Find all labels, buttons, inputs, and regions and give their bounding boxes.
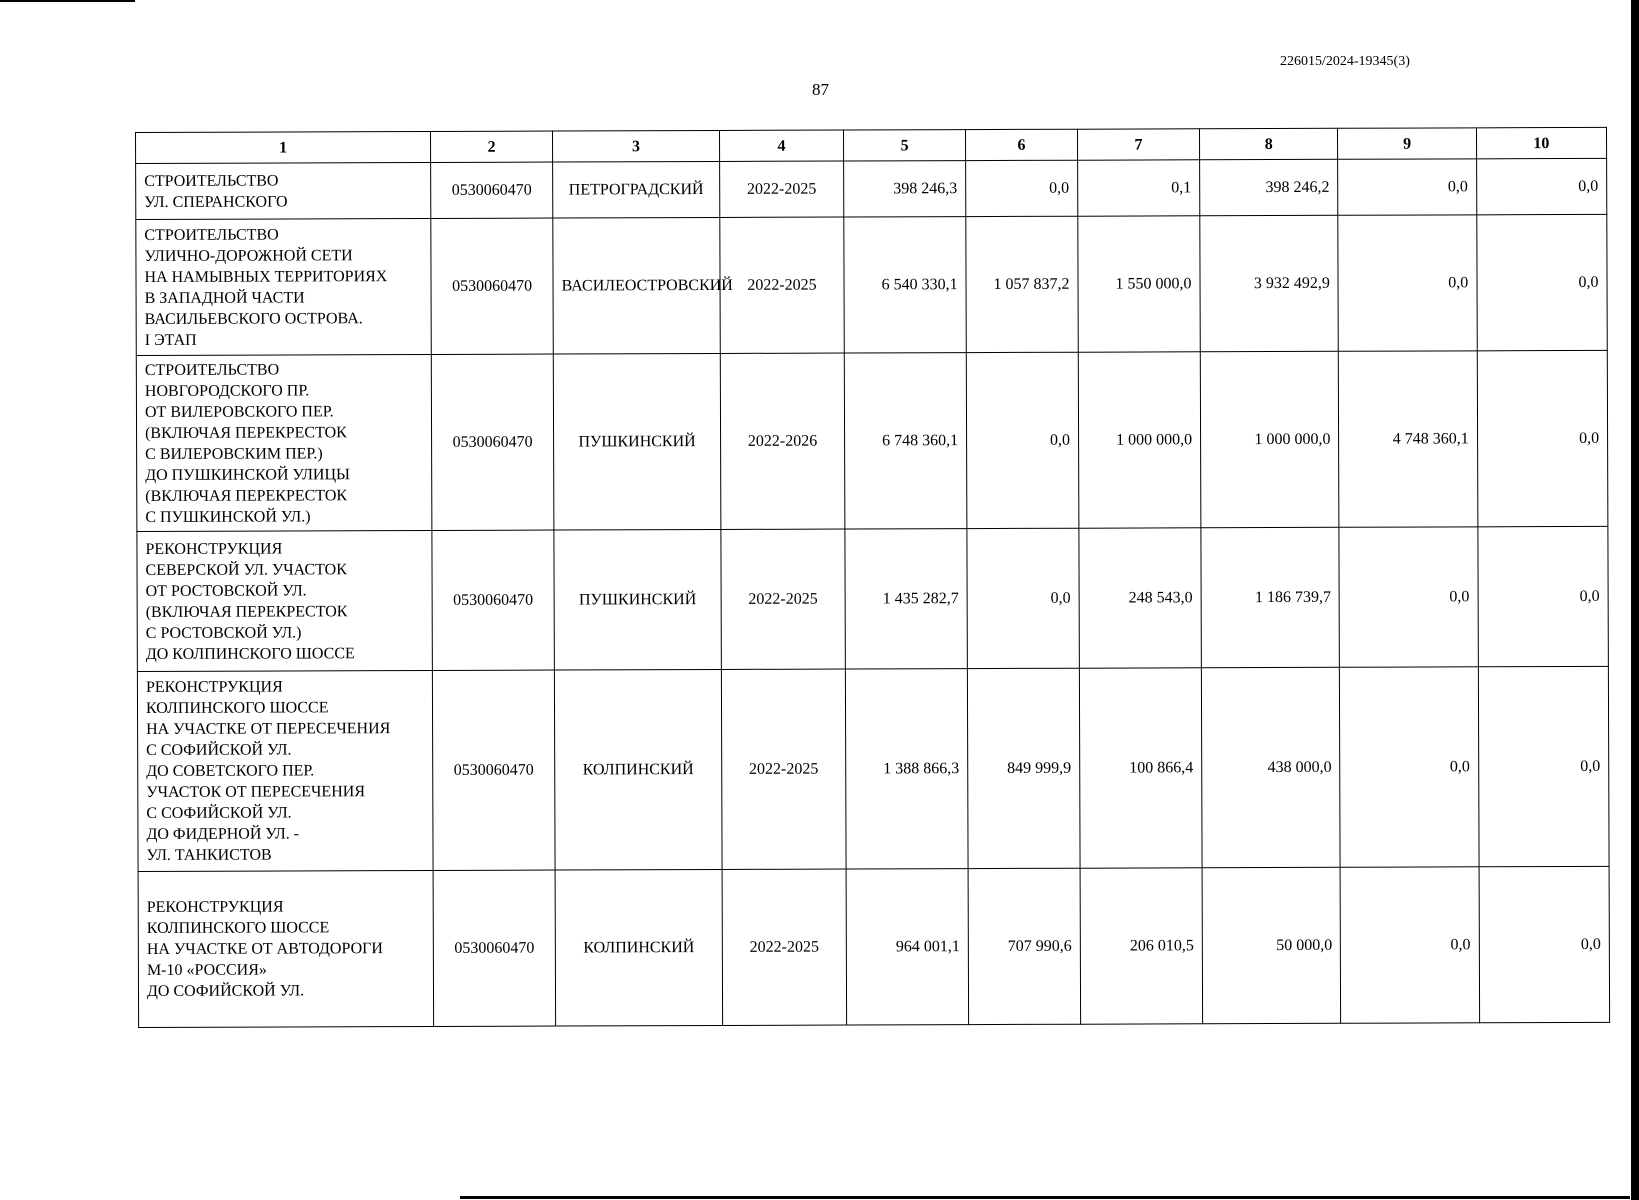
value-col-7: 0,1 [1078,160,1200,216]
budget-code: 0530060470 [433,870,556,1026]
project-name: РЕКОНСТРУКЦИЯ КОЛПИНСКОГО ШОССЕ НА УЧАСТКЕ ОТ АВТОДОРОГИ М-10 «РОССИЯ» ДО СОФИЙСКОЙ УЛ. [138,870,434,1027]
district: ПУШКИНСКИЙ [554,529,721,670]
budget-code: 0530060470 [431,354,554,530]
value-col-8: 398 246,2 [1200,159,1339,215]
value-col-7: 206 010,5 [1080,868,1203,1024]
value-col-7: 1 550 000,0 [1078,216,1201,352]
column-header: 8 [1199,128,1337,159]
scan-edge-mark [0,0,135,2]
column-header: 5 [843,130,965,161]
header-row [136,127,1607,163]
budget-code: 0530060470 [431,218,554,354]
value-col-7: 100 866,4 [1079,668,1202,868]
value-col-9: 0,0 [1338,215,1477,351]
project-name: СТРОИТЕЛЬСТВО УЛ. СПЕРАНСКОГО [136,162,431,219]
value-col-9: 0,0 [1338,159,1477,215]
project-name: РЕКОНСТРУКЦИЯ КОЛПИНСКОГО ШОССЕ НА УЧАСТКЕ ОТ ПЕРЕСЕЧЕНИЯ С СОФИЙСКОЙ УЛ. ДО СОВЕТСКОГО ПЕР. УЧАСТОК ОТ ПЕРЕСЕЧЕНИЯ С СОФИЙСКОЙ УЛ. ДО ФИДЕРНОЙ УЛ. - УЛ. ТАНКИСТОВ [137,670,433,871]
district: КОЛПИНСКИЙ [555,869,722,1026]
value-col-9: 4 748 360,1 [1339,351,1478,527]
budget-table [135,127,1610,1028]
total-value: 1 388 866,3 [845,669,968,869]
district: ПЕТРОГРАДСКИЙ [553,161,720,218]
total-value: 1 435 282,7 [845,529,968,669]
column-header: 10 [1476,127,1606,158]
table-row [136,158,1607,219]
district: КОЛПИНСКИЙ [554,669,722,870]
scan-bottom-line [460,1196,1630,1199]
value-col-10: 0,0 [1476,158,1607,214]
value-col-9: 0,0 [1340,867,1479,1023]
project-name: СТРОИТЕЛЬСТВО УЛИЧНО-ДОРОЖНОЙ СЕТИ НА НАМЫВНЫХ ТЕРРИТОРИЯХ В ЗАПАДНОЙ ЧАСТИ ВАСИЛЬЕВСКОГО ОСТРОВА. I ЭТАП [136,218,431,355]
district: ПУШКИНСКИЙ [553,353,720,530]
project-name: СТРОИТЕЛЬСТВО НОВГОРОДСКОГО ПР. ОТ ВИЛЕРОВСКОГО ПЕР. (ВКЛЮЧАЯ ПЕРЕКРЕСТОК С ВИЛЕРОВСКИМ ПЕР.) ДО ПУШКИНСКОЙ УЛИЦЫ (ВКЛЮЧАЯ ПЕРЕКРЕСТОК С ПУШКИНСКОЙ УЛ.) [136,354,432,531]
table-row [136,350,1608,531]
column-header: 1 [136,131,431,163]
period: 2022-2025 [720,217,845,353]
value-col-10: 0,0 [1478,526,1609,666]
value-col-10: 0,0 [1479,866,1610,1022]
value-col-8: 3 932 492,9 [1200,215,1339,351]
value-col-10: 0,0 [1477,350,1608,526]
value-col-6: 0,0 [966,160,1078,216]
total-value: 398 246,3 [844,161,966,217]
period: 2022-2026 [720,353,845,529]
table-row [138,866,1610,1027]
value-col-6: 707 990,6 [968,868,1080,1024]
value-col-7: 248 543,0 [1079,528,1202,668]
value-col-9: 0,0 [1340,667,1479,867]
column-header: 7 [1077,129,1199,160]
value-col-8: 438 000,0 [1201,667,1340,867]
total-value: 964 001,1 [846,869,969,1025]
table-row [137,666,1609,871]
column-header: 9 [1338,128,1476,159]
period: 2022-2025 [719,161,843,217]
value-col-10: 0,0 [1476,214,1607,350]
column-header: 2 [430,131,552,162]
value-col-6: 0,0 [967,528,1079,668]
value-col-6: 0,0 [966,352,1079,528]
table-row [137,526,1608,671]
value-col-6: 849 999,9 [967,668,1080,868]
column-header: 6 [966,129,1078,160]
page-number: 87 [812,80,829,99]
budget-code: 0530060470 [432,530,555,670]
column-header: 4 [719,130,843,161]
period: 2022-2025 [721,529,846,669]
period: 2022-2025 [722,869,847,1025]
total-value: 6 540 330,1 [844,217,967,353]
period: 2022-2025 [721,669,846,869]
district: ВАСИЛЕОСТРОВСКИЙ [553,217,720,354]
document-id: 226015/2024-19345(3) [1280,54,1410,69]
value-col-8: 1 000 000,0 [1200,351,1339,527]
budget-code: 0530060470 [431,162,553,218]
budget-code: 0530060470 [432,670,555,870]
value-col-6: 1 057 837,2 [966,216,1078,352]
value-col-10: 0,0 [1478,666,1609,866]
total-value: 6 748 360,1 [844,353,967,529]
value-col-8: 50 000,0 [1202,867,1341,1023]
project-name: РЕКОНСТРУКЦИЯ СЕВЕРСКОЙ УЛ. УЧАСТОК ОТ РОСТОВСКОЙ УЛ. (ВКЛЮЧАЯ ПЕРЕКРЕСТОК С РОСТОВСКОЙ УЛ.) ДО КОЛПИНСКОГО ШОССЕ [137,530,432,671]
scan-edge-bar [1631,0,1639,1200]
column-header: 3 [553,130,720,162]
table-row [136,214,1607,355]
value-col-9: 0,0 [1339,527,1478,667]
value-col-7: 1 000 000,0 [1078,352,1201,528]
value-col-8: 1 186 739,7 [1201,527,1340,667]
